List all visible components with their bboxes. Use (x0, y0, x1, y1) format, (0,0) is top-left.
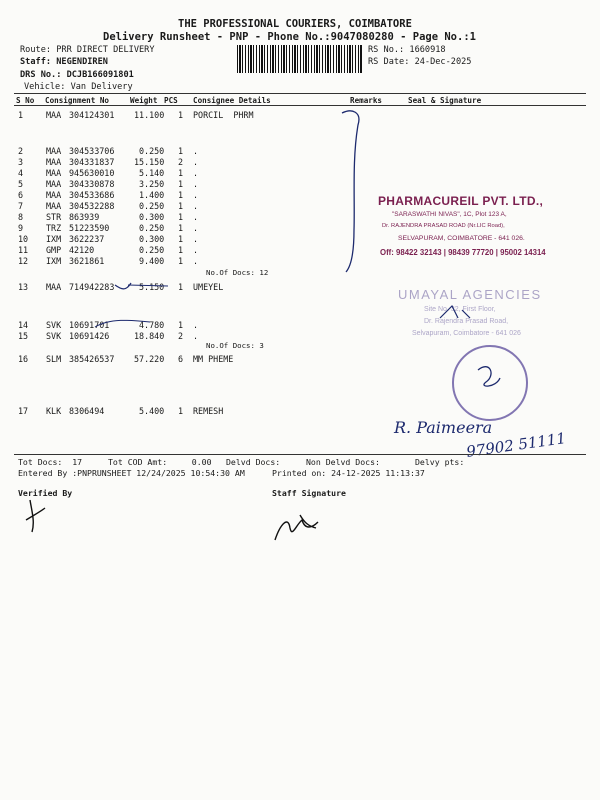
staff-label: Staff: NEGENDIREN (20, 57, 108, 67)
row-sno: 16 (18, 354, 29, 364)
row-consignment-no: 42120 (69, 245, 95, 255)
row-consignment-no: 10691701 (69, 320, 110, 330)
row-sno: 8 (18, 212, 24, 222)
col-weight: Weight (130, 96, 158, 105)
total-docs: Tot Docs: 17 (18, 457, 83, 467)
row-consignment-no: 304532288 (69, 201, 115, 211)
row-consignee: MM PHEME (193, 354, 234, 364)
row-consignee: . (193, 157, 199, 167)
row-consignee: . (193, 234, 199, 244)
entered-by: Entered By :PNPRUNSHEET 12/24/2025 10:54:30 AM (18, 468, 245, 478)
row-prefix: TRZ (46, 223, 62, 233)
rs-number: RS No.: 1660918 (368, 45, 446, 55)
row-sno: 10 (18, 234, 29, 244)
row-pcs: 1 (178, 282, 184, 292)
stamp-address-2: Dr. RAJENDRA PRASAD ROAD (Nr.LIC Road), (382, 223, 505, 229)
verified-signature (26, 500, 45, 532)
row-weight: 4.780 (139, 320, 165, 330)
row-consignee: REMESH (193, 406, 224, 416)
row-prefix: SVK (46, 331, 62, 341)
row-consignee: PORCIL PHRM (193, 110, 254, 120)
row-pcs: 1 (178, 201, 184, 211)
row-sno: 1 (18, 110, 24, 120)
col-remarks: Remarks (350, 96, 383, 105)
row-consignment-no: 304331837 (69, 157, 115, 167)
row-weight: 11.100 (134, 110, 165, 120)
row-consignee: UMEYEL (193, 282, 224, 292)
row-prefix: GMP (46, 245, 62, 255)
row-weight: 0.250 (139, 245, 165, 255)
printed-on: Printed on: 24-12-2025 11:13:37 (272, 468, 425, 478)
row-consignment-no: 304124301 (69, 110, 115, 120)
umayal-address-2: Dr. Rajendra Prasad Road, (424, 318, 509, 325)
row-consignment-no: 3622237 (69, 234, 105, 244)
row-sno: 2 (18, 146, 24, 156)
row-consignment-no: 863939 (69, 212, 100, 222)
row-prefix: MAA (46, 110, 62, 120)
col-pcs: PCS (164, 96, 178, 105)
row-pcs: 2 (178, 157, 184, 167)
row-consignment-no: 304533706 (69, 146, 115, 156)
row-consignee: . (193, 179, 199, 189)
row-consignment-no: 385426537 (69, 354, 115, 364)
row-prefix: IXM (46, 256, 62, 266)
row-consignment-no: 51223590 (69, 223, 110, 233)
col-consignee: Consignee Details (193, 96, 271, 105)
row-consignment-no: 945630010 (69, 168, 115, 178)
group-note-1: No.Of Docs: 12 (206, 268, 269, 277)
row-pcs: 1 (178, 110, 184, 120)
row-sno: 17 (18, 406, 29, 416)
col-consignment: Consignment No (45, 96, 110, 105)
row-pcs: 1 (178, 256, 184, 266)
rs-date: RS Date: 24-Dec-2025 (368, 57, 472, 67)
row-weight: 5.150 (139, 282, 165, 292)
row-prefix: MAA (46, 179, 62, 189)
stamp-address-3: SELVAPURAM, COIMBATORE - 641 026. (398, 235, 525, 242)
row-consignment-no: 714942283 (69, 282, 115, 292)
stamp-company-name: PHARMACUREIL PVT. LTD., (378, 194, 544, 208)
row-weight: 0.250 (139, 146, 165, 156)
receiver-phone-handwritten: 97902 51111 (465, 429, 567, 461)
row-consignee: . (193, 201, 199, 211)
row-weight: 3.250 (139, 179, 165, 189)
non-delivered-docs: Non Delvd Docs: (306, 457, 380, 467)
row-pcs: 1 (178, 245, 184, 255)
stamp-address-1: "SARASWATHI NIVAS", 1C, Plot 123 A, (392, 211, 507, 218)
row-prefix: MAA (46, 168, 62, 178)
row-sno: 12 (18, 256, 29, 266)
row-pcs: 1 (178, 320, 184, 330)
row-sno: 4 (18, 168, 24, 178)
row-consignee: . (193, 320, 199, 330)
col-sno: S No (16, 96, 35, 105)
row-pcs: 1 (178, 190, 184, 200)
row-pcs: 1 (178, 212, 184, 222)
footer-rule (14, 454, 586, 455)
row-pcs: 1 (178, 168, 184, 178)
row-sno: 14 (18, 320, 29, 330)
row-prefix: STR (46, 212, 62, 222)
row-weight: 5.140 (139, 168, 165, 178)
company-title: THE PROFESSIONAL COURIERS, COIMBATORE (178, 18, 412, 30)
row-consignee: . (193, 168, 199, 178)
delivery-points: Delvy pts: (415, 457, 465, 467)
row-pcs: 2 (178, 331, 184, 341)
row-consignee: . (193, 146, 199, 156)
row-consignee: . (193, 212, 199, 222)
row-prefix: SLM (46, 354, 62, 364)
row-weight: 0.250 (139, 223, 165, 233)
staff-signature-label: Staff Signature (272, 488, 346, 498)
row-prefix: IXM (46, 234, 62, 244)
row-sno: 5 (18, 179, 24, 189)
row-consignment-no: 304533686 (69, 190, 115, 200)
stamp-phones: Off: 98422 32143 | 98439 77720 | 95002 14314 (380, 248, 546, 257)
row-sno: 9 (18, 223, 24, 233)
remarks-bracket-stroke (342, 111, 359, 272)
umayal-address-3: Selvapuram, Coimbatore - 641 026 (412, 330, 521, 337)
row-weight: 15.150 (134, 157, 165, 167)
row-prefix: SVK (46, 320, 62, 330)
row-pcs: 6 (178, 354, 184, 364)
row-consignee: . (193, 256, 199, 266)
total-cod: Tot COD Amt: 0.00 (108, 457, 212, 467)
row-pcs: 1 (178, 223, 184, 233)
receiver-name-handwritten: R. Paimeera (394, 418, 493, 437)
initials-stroke (440, 306, 470, 318)
row-consignment-no: 8306494 (69, 406, 105, 416)
row-consignment-no: 304330878 (69, 179, 115, 189)
row-sno: 11 (18, 245, 29, 255)
row-sno: 7 (18, 201, 24, 211)
row-pcs: 1 (178, 234, 184, 244)
row-prefix: KLK (46, 406, 62, 416)
row-consignee: . (193, 331, 199, 341)
delivered-docs: Delvd Docs: (226, 457, 281, 467)
row-consignment-no: 3621861 (69, 256, 105, 266)
row-pcs: 1 (178, 406, 184, 416)
umayal-name: UMAYAL AGENCIES (398, 287, 542, 302)
row-consignee: . (193, 223, 199, 233)
runsheet-subtitle: Delivery Runsheet - PNP - Phone No.:9047080280 - Page No.:1 (103, 31, 476, 43)
vehicle-label: Vehicle: Van Delivery (24, 82, 133, 92)
row-pcs: 1 (178, 179, 184, 189)
row-sno: 6 (18, 190, 24, 200)
row-weight: 5.400 (139, 406, 165, 416)
row-consignment-no: 10691426 (69, 331, 110, 341)
seal-signature-stroke (478, 367, 500, 386)
tick-mark-14 (95, 320, 150, 327)
row-weight: 0.250 (139, 201, 165, 211)
route-label: Route: PRR DIRECT DELIVERY (20, 45, 155, 55)
row-weight: 1.400 (139, 190, 165, 200)
row-prefix: MAA (46, 201, 62, 211)
row-weight: 57.220 (134, 354, 165, 364)
row-weight: 9.400 (139, 256, 165, 266)
row-weight: 0.300 (139, 234, 165, 244)
row-prefix: MAA (46, 190, 62, 200)
drs-number: DRS No.: DCJB166091801 (20, 70, 134, 80)
tick-mark-13 (115, 283, 131, 289)
group-note-2: No.Of Docs: 3 (206, 341, 264, 350)
row-weight: 0.300 (139, 212, 165, 222)
row-sno: 3 (18, 157, 24, 167)
umayal-address-1: Site No. 32, First Floor, (424, 306, 496, 313)
staff-signature-stroke (275, 515, 318, 540)
strike-mark-13 (128, 285, 168, 286)
row-sno: 13 (18, 282, 29, 292)
col-seal: Seal & Signature (408, 96, 482, 105)
row-prefix: MAA (46, 157, 62, 167)
row-weight: 18.840 (134, 331, 165, 341)
row-pcs: 1 (178, 146, 184, 156)
row-prefix: MAA (46, 146, 62, 156)
row-prefix: MAA (46, 282, 62, 292)
row-sno: 15 (18, 331, 29, 341)
row-consignee: . (193, 245, 199, 255)
row-consignee: . (193, 190, 199, 200)
verified-by-label: Verified By (18, 488, 73, 498)
